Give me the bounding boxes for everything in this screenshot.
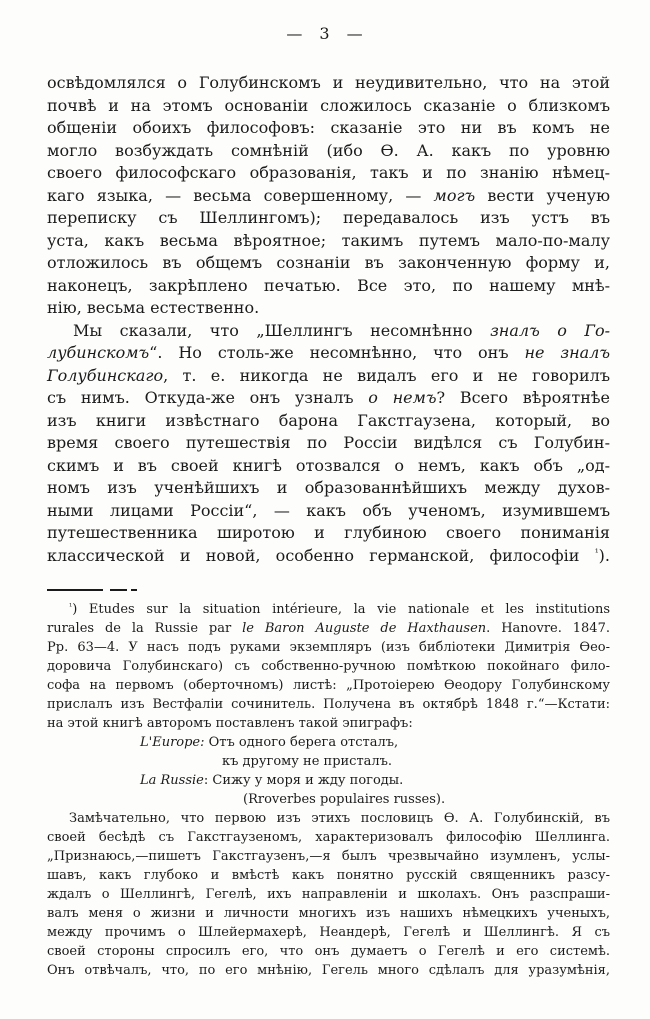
text-segment: Голубинскаго [47,365,164,385]
text-segment: къ другому не присталъ. [222,754,393,769]
text-segment: : Сижу у моря и жду погоды. [203,773,404,788]
text-segment: валъ меня о жизни и личности многихъ изъ нашихъ нѣмецкихъ ученыхъ, [47,906,610,921]
text-segment: переписку съ Шеллингомъ); передавалось изъ устъ въ [47,208,610,227]
text-segment: „Признаюсь,—пишетъ Гакстгаузенъ,—я былъ чрезвычайно изумленъ, услы- [47,849,610,864]
text-segment: (Rroverbes populaires russes). [243,792,446,807]
text-line [47,619,610,638]
text-line [47,676,610,695]
text-segment: о немъ [368,388,437,407]
text-segment: ) Etudes sur la situation intérieure, la vie nationale et les institutions [72,602,610,617]
text-line [140,771,610,790]
text-line [47,230,610,253]
text-line [47,600,610,619]
text-segment: le Baron Auguste de Haxthausen [242,621,487,636]
text-line [47,95,610,118]
text-segment: Замѣчательно, что первою изъ этихъ пословицъ Ѳ. А. Голубинскій, въ [69,811,610,826]
text-line [47,207,610,230]
text-line [47,365,610,388]
text-segment: доровича Голубинскаго) съ собственно-ручною помѣткою покойнаго фило- [47,659,610,674]
text-segment: ными лицами Россіи“, — какъ объ ученомъ, изумившемъ [47,500,610,520]
text-segment: ). [598,545,610,565]
footnote-reference-mark: ¹ [594,547,599,559]
text-segment: почвѣ и на этомъ основаніи сложилось сказаніе о близкомъ [47,95,610,115]
text-line [47,866,610,885]
text-segment: Онъ отвѣчалъ, что, по его мнѣнію, Гегель много сдѣлалъ для уразумѣнія, [47,963,610,978]
text-line [47,657,610,676]
text-segment: софа на первомъ (оберточномъ) листѣ: „Протоіерею Ѳеодору Голубинскому [47,678,610,693]
text-segment: прислалъ изъ Вестфаліи сочинитель. Получена въ октябрѣ 1848 г.“—Кстати: [47,697,610,712]
text-segment: своей бесѣдѣ съ Гакстгаузеномъ, характеризовалъ философію Шеллинга. [47,830,610,845]
text-segment: нію, весьма естественно. [47,298,260,317]
text-line [47,342,610,365]
text-line [47,522,610,545]
text-segment: rurales de la Russie par [47,621,243,636]
text-line [47,477,610,500]
text-line [47,275,610,298]
text-segment: “. Но столь-же несомнѣнно, что онъ [149,343,525,362]
text-segment: время своего путешествія по Россіи видѣлся съ Голубин- [47,433,610,452]
text-segment: на этой книгѣ авторомъ поставленъ такой эпиграфъ: [47,716,413,731]
text-segment: скимъ и въ своей книгѣ отозвался о немъ, какъ объ „од- [47,455,610,475]
text-line [47,410,610,433]
text-segment: каго языка, — весьма совершенному, — [47,185,434,205]
footnote-separator-rule [47,589,137,591]
text-segment: освѣдомлялся о Голубинскомъ и неудивительно, что на этой [47,73,610,92]
text-line [222,752,610,771]
text-segment: номъ изъ ученѣйшихъ и образованнѣйшихъ между духов- [47,478,610,497]
text-segment: вести ученую [475,185,610,205]
page-number: — 3 — [286,24,364,43]
text-line [47,387,610,410]
text-line [47,714,610,733]
text-line [47,847,610,866]
text-segment: путешественника широтою и глубиною своего пониманія [47,523,610,542]
text-segment: Отъ одного берега отсталъ, [204,735,399,750]
text-line [47,904,610,923]
footnote-block [47,600,610,980]
text-segment: La Russie [140,773,204,788]
text-line [47,72,610,95]
text-line [47,297,610,320]
text-line [47,455,610,478]
text-line [47,162,610,185]
text-segment: . Hanovre. 1847. [486,621,610,636]
text-line [140,733,610,752]
text-line [47,809,610,828]
text-line [243,790,610,809]
text-segment: Мы сказали, что „Шеллингъ несомнѣнно [73,320,491,340]
text-segment: могъ [433,185,476,205]
text-segment: ? Всего вѣроятнѣе [436,388,611,407]
text-line [47,942,610,961]
text-segment: L'Europe: [140,735,205,750]
text-line [47,140,610,163]
text-segment: отложилось въ общемъ сознаніи въ законченную форму и, [47,253,610,272]
text-line [47,961,610,980]
text-line [47,185,610,208]
text-segment: лубинскомъ [47,343,150,362]
text-line [47,432,610,455]
footnote-reference-mark: ¹ [69,601,73,611]
text-segment: съ нимъ. Откуда-же онъ узналъ [47,388,369,407]
text-segment: , т. е. никогда не видалъ его и не говорилъ [163,365,610,385]
text-segment: между прочимъ о Шлейермахерѣ, Неандерѣ, Гегелѣ и Шеллингѣ. Я съ [47,925,610,940]
text-segment: Pp. 63—4. У насъ подъ руками экземпляръ (изъ библіотеки Димитрія Ѳео- [47,640,610,655]
text-segment: изъ книги извѣстнаго барона Гакстгаузена, который, во [47,410,610,430]
text-line [47,923,610,942]
text-segment: своей стороны спросилъ его, что онъ думаетъ о Гегелѣ и его системѣ. [47,944,610,959]
text-line [47,117,610,140]
text-line [47,320,610,343]
main-text-block [47,72,610,567]
text-line [47,695,610,714]
text-line [47,638,610,657]
text-segment: шавъ, какъ глубоко и вмѣстѣ какъ понятно русскій священникъ разсу- [47,868,610,883]
text-segment: зналъ о Го- [490,320,611,340]
text-line [47,252,610,275]
text-segment: не зналъ [524,343,611,362]
text-segment: своего философскаго образованія, такъ и по знанію нѣмец- [47,163,610,182]
text-segment: классической и новой, особенно германской, философіи [47,545,595,565]
text-segment: наконецъ, закрѣплено печатью. Все это, по нашему мнѣ- [47,275,610,295]
text-segment: общеніи обоихъ философовъ: сказаніе это ни въ комъ не [47,118,610,137]
text-line [47,828,610,847]
text-segment: уста, какъ весьма вѣроятное; такимъ путемъ мало-по-малу [47,230,610,250]
text-line [47,545,610,568]
text-line [47,885,610,904]
text-line [47,500,610,523]
text-segment: ждалъ о Шеллингѣ, Гегелѣ, ихъ направленіи и школахъ. Онъ разспраши- [47,887,610,902]
text-segment: могло возбуждать сомнѣній (ибо Ѳ. А. какъ по уровню [47,140,610,160]
